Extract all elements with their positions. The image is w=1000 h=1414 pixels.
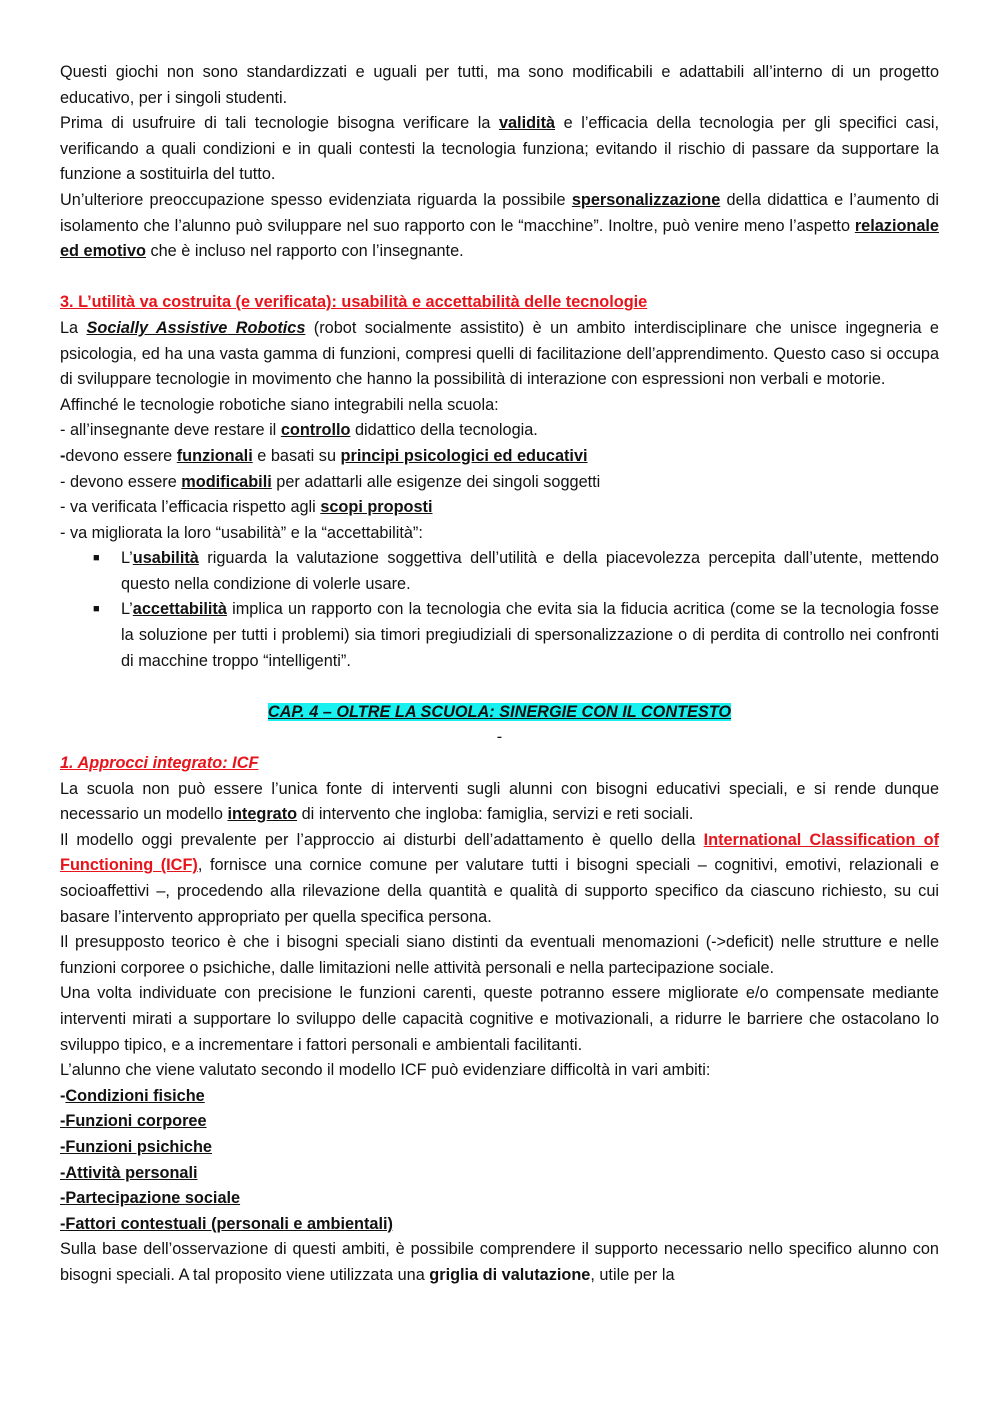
dash: - — [60, 1189, 66, 1208]
text: Una volta individuate con precisione le funzioni carenti, queste potranno essere migliorate e/o compensate mediante interventi mirati a supportare lo sviluppo delle capacità cognitive e motivazionali, a ridurre le barriere che ostacolano lo sviluppo tipico, e a incrementare i fattori personali e ambientali facilitanti. — [60, 984, 939, 1054]
text: L’ — [121, 600, 133, 619]
chapter-heading — [60, 700, 939, 726]
text: riguarda la valutazione soggettiva dell’utilità e della piacevolezza percepita dall’utente, mettendo questo nella condizione di volerle usare. — [121, 549, 939, 593]
text: devono essere — [65, 446, 177, 465]
paragraph-validity — [60, 111, 939, 188]
keyword-spersonalizzazione: spersonalizzazione — [571, 190, 721, 209]
requirement-usabilita — [60, 521, 939, 547]
keyword-funzionali: funzionali — [176, 446, 253, 465]
text: La — [60, 318, 87, 337]
dash: - — [60, 1163, 66, 1182]
square-bullet-icon: ■ — [93, 603, 100, 616]
text: Il presupposto teorico è che i bisogni speciali siano distinti da eventuali menomazioni (->deficit) nelle strutture e nelle funzioni corporee o psichiche, dalle limitazioni nelle attività personali e nella partecipazione sociale. — [60, 933, 939, 977]
list-item — [60, 1186, 939, 1212]
keyword-sar: Socially Assistive Robotics — [86, 318, 306, 337]
text: Affinché le tecnologie robotiche siano integrabili nella scuola: — [60, 395, 499, 414]
text: (robot socialmente assistito) è un ambito interdisciplinare che unisce ingegneria e psicologia, ed ha una vasta gamma di funzioni, compresi quelli di facilitazione dell’apprendimento. Questo caso si occupa di sviluppare tecnologie in movimento che hanno la possibilità di interazione con espressioni non verbali e motorie. — [60, 318, 939, 389]
keyword-scopi: scopi proposti — [320, 498, 433, 517]
keyword-controllo: controllo — [280, 421, 351, 440]
dash: - — [60, 446, 66, 465]
paragraph-icf — [60, 828, 939, 930]
text: didattico della tecnologia. — [350, 421, 538, 440]
text: della didattica e l’aumento di isolamento che l’alunno può sviluppare nel suo rapporto con le “macchine”. Inoltre, può venire meno l’aspetto — [60, 190, 939, 235]
requirement-modificabili — [60, 470, 939, 496]
text: , fornisce una cornice comune per valutare tutti i bisogni speciali – cognitivi, emotivi, relazionali e socioaffettivi –, procedendo alla rilevazione della quantità e qualità di supporto specifico da ciascuno richiesto, su cui basare l’intervento appropriato per quella specifica persona. — [60, 856, 939, 926]
requirement-scopi — [60, 495, 939, 521]
text: implica un rapporto con la tecnologia che evita sia la fiducia acritica (come se la tecnologia fosse la soluzione per tutti i problemi) sia timori pregiudiziali di spersonalizzazione o di perdita di controllo nei confronti di macchine troppo “intelligenti”. — [121, 600, 939, 670]
ambito-label: Fattori contestuali (personali e ambientali) — [65, 1214, 393, 1233]
list-item — [60, 1212, 939, 1238]
keyword-accettabilita: accettabilità — [132, 600, 227, 619]
keyword-icf: International Classification of Functioning (ICF) — [60, 830, 939, 875]
heading-text: 1. Approcci integrato: ICF — [60, 754, 259, 773]
paragraph-funzioni-carenti — [60, 981, 939, 1058]
keyword-usabilita: usabilità — [132, 549, 199, 568]
ambito-label: Condizioni fisiche — [65, 1086, 205, 1105]
text: Questi giochi non sono standardizzati e uguali per tutti, ma sono modificabili e adattabili all’interno di un progetto educativo, per i singoli studenti. — [60, 63, 939, 107]
dash: - — [60, 1112, 66, 1131]
text: - all’insegnante deve restare il — [60, 421, 281, 440]
text: - va verificata l’efficacia rispetto agli — [60, 498, 321, 517]
text: per adattarli alle esigenze dei singoli soggetti — [271, 472, 601, 491]
text: e basati su — [252, 446, 341, 465]
list-item — [93, 597, 939, 674]
keyword-griglia: griglia di valutazione — [429, 1265, 591, 1284]
paragraph-griglia — [60, 1237, 939, 1288]
text: - va migliorata la loro “usabilità” e la “accettabilità”: — [60, 523, 423, 542]
text: Un’ulteriore preoccupazione spesso evidenziata riguarda la possibile — [60, 190, 572, 209]
text: - devono essere — [60, 472, 182, 491]
text: , utile per la — [590, 1265, 675, 1284]
requirement-controllo — [60, 418, 939, 444]
chapter-title: CAP. 4 – OLTRE LA SCUOLA: SINERGIE CON IL CONTESTO — [267, 702, 732, 721]
separator-dash — [60, 725, 939, 751]
text: L’alunno che viene valutato secondo il modello ICF può evidenziare difficoltà in vari ambiti: — [60, 1061, 711, 1080]
paragraph-presupposto — [60, 930, 939, 981]
paragraph-ambiti-intro — [60, 1058, 939, 1084]
paragraph-scuola — [60, 777, 939, 828]
dash: - — [60, 1214, 66, 1233]
ambito-label: Attività personali — [65, 1163, 198, 1182]
section-heading-3 — [60, 290, 939, 316]
text: Prima di usufruire di tali tecnologie bisogna verificare la — [60, 114, 499, 133]
text: che è incluso nel rapporto con l’insegnante. — [145, 242, 464, 261]
paragraph-games — [60, 60, 939, 111]
spacer — [60, 265, 939, 291]
bullet-list — [60, 546, 939, 674]
requirement-funzionali — [60, 444, 939, 470]
ambiti-list — [60, 1084, 939, 1238]
spacer — [60, 674, 939, 700]
keyword-integrato: integrato — [227, 805, 298, 824]
list-item — [60, 1161, 939, 1187]
keyword-relazionale: relazionale ed emotivo — [60, 216, 939, 261]
text: di intervento che ingloba: famiglia, servizi e reti sociali. — [297, 805, 694, 824]
section-heading-1 — [60, 751, 939, 777]
ambito-label: Partecipazione sociale — [65, 1189, 241, 1208]
list-item — [60, 1084, 939, 1110]
text: L’ — [121, 549, 133, 568]
paragraph-integrabili — [60, 393, 939, 419]
ambito-label: Funzioni corporee — [65, 1112, 207, 1131]
paragraph-sar — [60, 316, 939, 393]
keyword-principi: principi psicologici ed educativi — [340, 446, 588, 465]
document-body — [60, 60, 939, 1289]
dash: - — [60, 1137, 66, 1156]
dash: - — [60, 1086, 66, 1105]
list-item — [60, 1135, 939, 1161]
text: La scuola non può essere l’unica fonte di interventi sugli alunni con bisogni educativi speciali, e si rende dunque necessario un modello — [60, 779, 939, 824]
list-item — [93, 546, 939, 597]
list-item — [60, 1109, 939, 1135]
keyword-modificabili: modificabili — [181, 472, 272, 491]
heading-text: 3. L’utilità va costruita (e verificata): usabilità e accettabilità delle tecnologie — [60, 293, 648, 312]
paragraph-spersonalizzazione — [60, 188, 939, 265]
square-bullet-icon: ■ — [93, 552, 100, 565]
keyword-validita: validità — [498, 114, 556, 133]
dash: - — [496, 728, 503, 747]
text: e l’efficacia della tecnologia per gli specifici casi, verificando a quali condizioni e in quali contesti la tecnologia funziona; evitando il rischio di passare da supportare la funzione a sostituirla del tutto. — [60, 114, 939, 184]
text: Il modello oggi prevalente per l’approccio ai disturbi dell’adattamento è quello della — [60, 830, 704, 849]
ambito-label: Funzioni psichiche — [65, 1137, 212, 1156]
text: Sulla base dell’osservazione di questi ambiti, è possibile comprendere il supporto necessario nello specifico alunno con bisogni speciali. A tal proposito viene utilizzata una — [60, 1240, 939, 1284]
